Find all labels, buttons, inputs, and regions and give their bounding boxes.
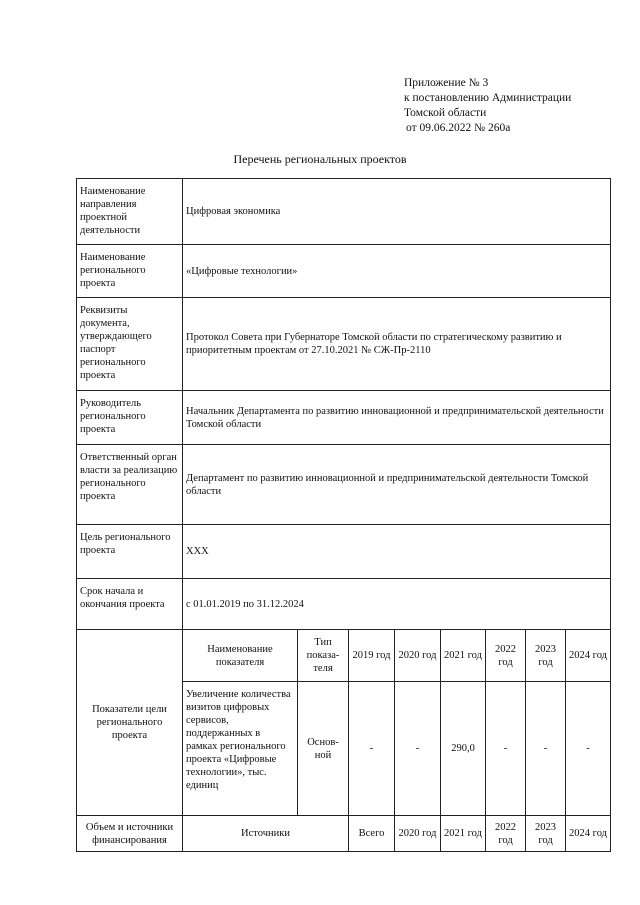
- table-row: [77, 179, 611, 245]
- year-header: 2022 год: [486, 630, 526, 682]
- indicator-value: -: [349, 682, 395, 816]
- finance-year: 2024 год: [566, 816, 611, 852]
- finance-year: 2023 год: [526, 816, 566, 852]
- year-header: 2021 год: [441, 630, 486, 682]
- table-row: [77, 298, 611, 391]
- year-header: 2019 год: [349, 630, 395, 682]
- head-label: Руководитель регионального проекта: [77, 391, 183, 445]
- table-row: [77, 579, 611, 630]
- finance-year: 2020 год: [395, 816, 441, 852]
- document-label: Реквизиты документа, утверждающего паспорт регионального проекта: [77, 298, 183, 391]
- year-header: 2023 год: [526, 630, 566, 682]
- table-row: [77, 630, 611, 682]
- indicator-value: -: [486, 682, 526, 816]
- page-title: Перечень региональных проектов: [233, 152, 407, 166]
- indicator-value: -: [566, 682, 611, 816]
- goal-label: Цель регионального проекта: [77, 525, 183, 579]
- appendix-date: от 09.06.2022 № 260а: [406, 122, 511, 134]
- year-header: 2024 год: [566, 630, 611, 682]
- year-header: 2020 год: [395, 630, 441, 682]
- direction-label: Наименование направления проектной деятельности: [77, 179, 183, 245]
- project-label: Наименование регионального проекта: [77, 245, 183, 298]
- indicator-value: 290,0: [441, 682, 486, 816]
- direction-value: Цифровая экономика: [183, 179, 611, 245]
- indicator-value: -: [526, 682, 566, 816]
- indicator-value: -: [395, 682, 441, 816]
- appendix-number: Приложение № 3: [404, 77, 489, 89]
- term-label: Срок начала и окончания проекта: [77, 579, 183, 630]
- indicator-type: Основ-ной: [298, 682, 349, 816]
- authority-label: Ответственный орган власти за реализацию регионального проекта: [77, 445, 183, 525]
- term-value: с 01.01.2019 по 31.12.2024: [183, 579, 611, 630]
- indicator-type-header: Тип показа-теля: [298, 630, 349, 682]
- indicator-name: Увеличение количества визитов цифровых сервисов, поддержанных в рамках регионального проекта «Цифровые технологии», тыс. единиц: [183, 682, 298, 816]
- finance-label: Объем и источники финансирования: [77, 816, 183, 852]
- appendix-header: [404, 76, 571, 136]
- authority-value: Департамент по развитию инновационной и предпринимательской деятельности Томской области: [183, 445, 611, 525]
- finance-total: Всего: [349, 816, 395, 852]
- table-row: [77, 445, 611, 525]
- appendix-resolution: к постановлению Администрации: [404, 92, 572, 104]
- goal-value: ХХХ: [183, 525, 611, 579]
- indicators-label: Показатели цели регионального проекта: [77, 630, 183, 816]
- indicator-name-header: Наименование показателя: [183, 630, 298, 682]
- project-value: «Цифровые технологии»: [183, 245, 611, 298]
- table-row: [77, 525, 611, 579]
- table-row: [77, 391, 611, 445]
- table-row: [77, 245, 611, 298]
- finance-sources: Источники: [183, 816, 349, 852]
- document-value: Протокол Совета при Губернаторе Томской области по стратегическому развитию и приоритетным проектам от 27.10.2021 № СЖ-Пр-2110: [183, 298, 611, 391]
- finance-year: 2021 год: [441, 816, 486, 852]
- finance-year: 2022 год: [486, 816, 526, 852]
- table-row: [77, 816, 611, 852]
- appendix-region: Томской области: [404, 107, 487, 119]
- projects-table: [76, 178, 611, 852]
- head-value: Начальник Департамента по развитию инновационной и предпринимательской деятельности Томской области: [183, 391, 611, 445]
